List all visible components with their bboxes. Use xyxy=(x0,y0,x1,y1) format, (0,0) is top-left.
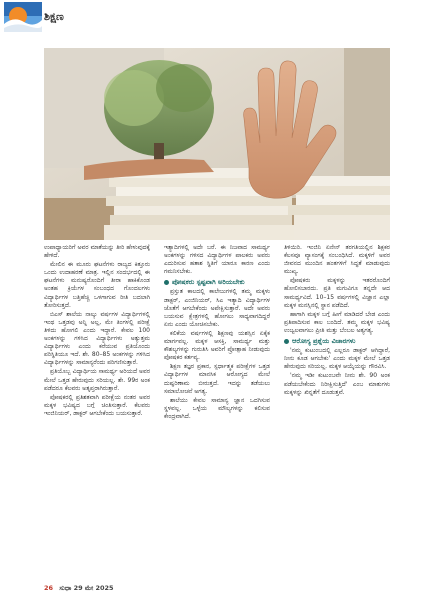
article-paragraph: ಪ್ರತಿಯೊಬ್ಬ ವಿದ್ಯಾರ್ಥಿಯ ಸಾಮರ್ಥ್ಯ ಅರಿಯದೆ ಅವರ ಮೇಲೆ ಒತ್ತಡ ಹೇರುವುದು ಸರಿಯಲ್ಲ. ಶೇ. 99ರ ಅಂಕ ಪಡೆದರೂ ಕೆಲವರು ಅತೃಪ್ತರಾಗಿರುತ್ತಾರೆ. xyxy=(44,368,150,392)
article-paragraph: ಉಪಾಧ್ಯಾಯರಿಗೆ ಅವರ ಮಾತೆಯನ್ನು ತೀರಿ ಹೇಳುವುದಕ್ಕೆ ಹೇಳಿದೆ. xyxy=(44,244,150,260)
article-paragraph: ಹಾಗಾಗಿ ಮಕ್ಕಳ ಬಗ್ಗೆ ಹೀಗೆ ಮಾಡಿದರೆ ಬೇಡ ಎಂದು ಪ್ರತಿಪಾದಿಸುವ ಕಾಲ ಬಂದಿದೆ. ತಮ್ಮ ಮಕ್ಕಳ ಭವಿಷ್ಯ ಉಜ್ವಲವಾಗಲು ಪ್ರೀತಿ ಮತ್ತು ಬೆಂಬಲ ಅತ್ಯಗತ್ಯ. xyxy=(284,310,390,334)
bullet-icon xyxy=(284,339,289,344)
article-subheading xyxy=(164,278,270,286)
subheading-text: ಪೋಷಕರು ಸ್ಪಷ್ಟವಾಗಿ ಅರಿಯಬೇಕು xyxy=(172,278,245,287)
article-paragraph: ಪ್ರಸ್ತುತ ಕಾಲದಲ್ಲಿ ಕಾಲೇಜುಗಳಲ್ಲಿ ತಮ್ಮ ಮಕ್ಕಳು ಡಾಕ್ಟರ್, ಎಂಜಿನಿಯರ್, ಸಿಎ ಇತ್ಯಾದಿ ವಿದ್ಯಾರ್ಥಿಗಳ ಜೊತೆಗೆ ಆಗಬೇಕೆಂದು ಅಪೇಕ್ಷಿಸುತ್ತಾರೆ. ಅದೇ ಅವರು ಬಯಸುವ ಕ್ಷೇತ್ರಗಳಲ್ಲಿ ಹೋಗಲು ಸಾಧ್ಯವಾಗದಿದ್ದರೆ ಏನು ಎಂದು ಯೋಚಿಸಬೇಕು. xyxy=(164,288,270,328)
article-column-1 xyxy=(44,244,150,584)
article-paragraph: 'ನಮ್ಮ ಕುಟುಂಬದಲ್ಲಿ ಎಲ್ಲರೂ ಡಾಕ್ಟರ್ ಆಗಿದ್ದಾರೆ, ನೀನು ಕೂಡ ಆಗಬೇಕು' ಎಂದು ಮಕ್ಕಳ ಮೇಲೆ ಒತ್ತಡ ಹೇರುವುದು ಸರಿಯಲ್ಲ. ಮಕ್ಕಳ ಆಯ್ಕೆಯನ್ನು ಗೌರವಿಸಿ. xyxy=(284,347,390,371)
article-paragraph: ಮೇಲಿನ ಈ ಮೂರು ಘಟನೆಗಳು ರಾಜ್ಯದ ಕಿತ್ತೂರು ಒಂದು ಉದಾಹರಣೆ ಮಾತ್ರ. ಇಲ್ಲಿನ ಸಂದರ್ಭದಲ್ಲಿ ಈ ಘಟನೆಗಳು ಮನುಷ್ಯರೊಂದಿಗೆ ತೀರಾ ಹಾಕಿಕೊಂಡ ಅಂತಹ ಕ್ರಿಯೆಗಳ ಸಂಬಂಧದ ಗೊಂದಲಗಳು ವಿದ್ಯಾರ್ಥಿಗಳ ಬತ್ತಿಹೆಚ್ಚಿ ಒಳಗಾಗುವ ರೀತಿ ಬದಲಾಗಿ ತೋರಿಸುತ್ತದೆ. xyxy=(44,261,150,309)
article-paragraph: 'ನಮ್ಮ ಇಡೀ ಕುಟುಂಬವೇ ನೀನು ಶೇ. 90 ಅಂಕ ಪಡೆಯಬೇಕೆಂದು ನಿರೀಕ್ಷಿಸುತ್ತಿದೆ' ಎಂಬ ಮಾತುಗಳು ಮಕ್ಕಳನ್ನು ಖಿನ್ನತೆಗೆ ದೂಡುತ್ತವೆ. xyxy=(284,372,390,396)
article-paragraph: ತಿಳಿಯಿರಿ. ಇಂಜಿನಿ ಏನೇನ್ ತರಗತಿಯಲ್ಲಿನ ಶಿಕ್ಷಕರ ಕೆಲಸವೂ ವ್ಯಾಸಂಗಕ್ಕೆ ಸಂಬಂಧಿಸಿದೆ. ಮಕ್ಕಳಿಗೆ ಅವರ ಜೀವನದ ಮುಂದಿನ ಹಂತಗಳಿಗೆ ಸಿದ್ಧತೆ ಮಾಡುವುದು ಮುಖ್ಯ. xyxy=(284,244,390,276)
article-photo xyxy=(44,48,390,240)
page-number: 26 xyxy=(44,584,54,592)
article-paragraph: ಇತ್ಯಾದಿಗಳಲ್ಲಿ ಅದೇ ಬರೆ. ಈ ನಿಜವಾದ ಸಾಮರ್ಥ್ಯ ಅಂಕಗಳನ್ನು ಗಳಿಸದ ವಿದ್ಯಾರ್ಥಿಗಳ ಪಾಲಕರು ಅವರು ಎದುರಿಸುವ ಹತಾಶ ಸ್ಥಿತಿಗೆ ಯಾರೂ ಕಾರಣ ಎಂದು ಗಮನಿಸಬೇಕು. xyxy=(164,244,270,276)
article-paragraph: ಪೋಷಕರಲ್ಲಿ ಪ್ರತಿಶತವಾಗಿ ಪರೀಕ್ಷೆಯ ನಂತರ ಅವರ ಮಕ್ಕಳ ಭವಿಷ್ಯದ ಬಗ್ಗೆ ಚಿಂತಿಸುತ್ತಾರೆ. ಕೆಲವರು ಇಂಜಿನಿಯರ್, ಡಾಕ್ಟರ್ ಆಗಬೇಕೆಂದು ಬಯಸುತ್ತಾರೆ. xyxy=(44,393,150,417)
page-footer xyxy=(44,584,164,593)
article-paragraph: ಶಾಲೆಯು ಕೇವಲ ಸಾಮಾನ್ಯ ಜ್ಞಾನ ಒದಗಿಸುವ ಸ್ಥಳವಲ್ಲ. ಒಳ್ಳೆಯ ಮೌಲ್ಯಗಳನ್ನು ಕಲಿಸುವ ಕೇಂದ್ರವಾಗಿದೆ. xyxy=(164,396,270,420)
article-paragraph: ಶಿಕ್ಷಣ ತಜ್ಞರ ಪ್ರಕಾರ, ಸ್ಪರ್ಧಾತ್ಮಕ ಪರೀಕ್ಷೆಗಳ ಒತ್ತಡ ವಿದ್ಯಾರ್ಥಿಗಳ ಮಾನಸಿಕ ಆರೋಗ್ಯದ ಮೇಲೆ ದುಷ್ಪರಿಣಾಮ ಬೀರುತ್ತದೆ. ಇದನ್ನು ತಡೆಯಲು ಸಮಾಲೋಚನೆ ಅಗತ್ಯ. xyxy=(164,363,270,395)
article-paragraph: ಪೋಷಕರು ಮಕ್ಕಳನ್ನು ಇತರರೊಂದಿಗೆ ಹೋಲಿಸಬಾರದು. ಪ್ರತಿ ಮಗುವಿಗೂ ತನ್ನದೇ ಆದ ಸಾಮರ್ಥ್ಯವಿದೆ. 10–15 ವರ್ಷಗಳಲ್ಲಿ ವಿಜ್ಞಾನ ಎಲ್ಲಾ ಮಕ್ಕಳ ಮನಸ್ಸಿನಲ್ಲಿ ಸ್ಥಾನ ಪಡೆದಿದೆ. xyxy=(284,277,390,309)
subheading-text: ಆರೋಗ್ಯ ಪ್ರಶ್ನೆಯ ವಿಚಾರಗಳು xyxy=(292,337,356,346)
article-subheading xyxy=(284,337,390,345)
article-column-2 xyxy=(164,244,270,584)
magazine-logo-icon xyxy=(4,2,42,32)
article-paragraph: ಕಲಿಕೆಯ ವರ್ಷಗಳಲ್ಲಿ ಶಿಕ್ಷಣವು ಯಶಸ್ಸಿನ ಏಕೈಕ ಮಾರ್ಗವಲ್ಲ. ಮಕ್ಕಳ ಆಸಕ್ತಿ, ಸಾಮರ್ಥ್ಯ ಮತ್ತು ಕೌಶಲ್ಯಗಳನ್ನು ಗುರುತಿಸಿ ಅವರಿಗೆ ಪ್ರೋತ್ಸಾಹ ನೀಡುವುದು ಪೋಷಕರ ಕರ್ತವ್ಯ. xyxy=(164,329,270,362)
article-paragraph: ಬಿಎಸ್ ಶಾಲೆಯ ನಾಲ್ಕು ವರ್ಷಗಳ ವಿದ್ಯಾರ್ಥಿಗಳಲ್ಲಿ ಇಂಥ ಒತ್ತಡವು ಅನ್ನಿ ಅಲ್ಲ, ಮೇ ತಿಂಗಳಲ್ಲಿ ಪರೀಕ್ಷೆ ತಿಳಿದು ಹೋಗಲಿ ಎಂದು ಇದ್ದಾರೆ. ಕೇವಲ 100 ಅಂಕಗಳನ್ನು ಗಳಿಸಿದ ವಿದ್ಯಾರ್ಥಿಗಳು ಅತ್ಯುತ್ತಮ ವಿದ್ಯಾರ್ಥಿಗಳು ಎಂದು ಕರೆಯುವ ಪ್ರತಿಯೊಂದು ಪರಿಸ್ಥಿತಿಯೂ ಇದೆ. ಶೇ. 80–85 ಅಂಕಗಳನ್ನು ಗಳಿಸಿದ ವಿದ್ಯಾರ್ಥಿಗಳನ್ನು ಸಾಮಾನ್ಯರೆಂದು ಪರಿಗಣಿಸುತ್ತಾರೆ. xyxy=(44,310,150,367)
section-title: ಶಿಕ್ಷಣ xyxy=(44,10,64,23)
hands-books-image xyxy=(44,48,390,240)
page-header xyxy=(0,0,424,40)
article-column-3 xyxy=(284,244,390,584)
bullet-icon xyxy=(164,280,169,285)
issue-date: ಸುಧಾ 29 ಮೇ 2025 xyxy=(59,584,114,592)
